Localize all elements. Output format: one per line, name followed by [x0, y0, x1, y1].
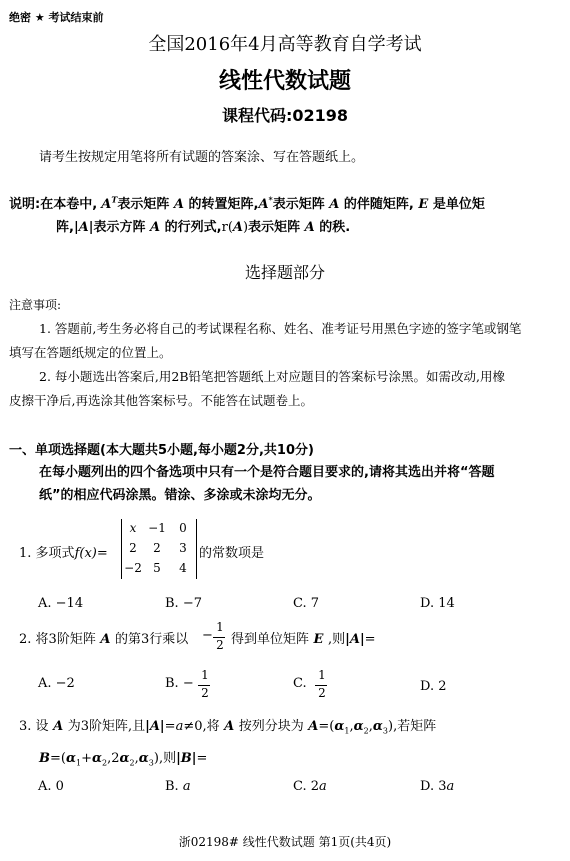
matrix-cell: 5 [153, 561, 161, 575]
q2-b-num: 1 [201, 668, 209, 682]
page-footer: 浙02198# 线性代数试题 第1页(共4页) [178, 835, 392, 849]
matrix-cell: −2 [124, 561, 142, 575]
q2-option-b[interactable]: B. − [165, 676, 194, 691]
instruction-text: 请考生按规定用笔将所有试题的答案涂、写在答题纸上。 [39, 150, 365, 165]
part1-desc-line2: 纸”的相应代码涂黑。错涂、多涂或未涂均无分。 [39, 488, 321, 503]
q2-c-num: 1 [318, 668, 326, 682]
q1-option-b[interactable]: B. −7 [165, 596, 202, 611]
subject-title: 线性代数试题 [218, 69, 351, 94]
q3-line2: $B=(\alpha_1+\alpha_2,2\alpha_2,\alpha_3)$,则|B|= [39, 751, 208, 768]
q1-func: f(x) [74, 546, 97, 561]
q2-c-den: 2 [318, 686, 326, 700]
q2-option-c[interactable]: C. [293, 676, 307, 691]
q2-minus: − [202, 628, 213, 643]
matrix-cell: −1 [148, 521, 166, 535]
exam-title: 全国2016年4月高等教育自学考试 [148, 34, 422, 55]
secret-label: 绝密 ★ 考试结束前 [9, 11, 104, 24]
note-line-1: 说明:在本卷中, $A^T$表示矩阵 A 的转置矩阵,A*表示矩阵 A 的伴随矩阵, E 是单位矩 [9, 194, 485, 212]
note-line-2: 阵,|A|表示方阵 A 的行列式,r(A)表示矩阵 A 的秩. [56, 220, 351, 235]
matrix-cell: 2 [129, 541, 137, 555]
q3-stem: 3. 设 A 为3阶矩阵,且|A|=a≠0,将 A 按列分块为 $A=(\alpha_1,\alpha_2,\alpha_3)$,若矩阵 [19, 719, 437, 736]
q3-option-c[interactable]: C. 2a [293, 779, 327, 794]
q1-suffix: 的常数项是 [199, 546, 265, 561]
q1-stem: 1. 多项式f(x)= [19, 546, 108, 561]
notice-item1-line2: 填写在答题纸规定的位置上。 [9, 345, 172, 360]
part1-heading: 一、单项选择题(本大题共5小题,每小题2分,共10分) [9, 443, 314, 458]
q2-stem-rest: 得到单位矩阵 E ,则|A|= [231, 632, 376, 647]
q3-option-b[interactable]: B. a [165, 779, 191, 794]
matrix-cell: 2 [153, 541, 161, 555]
q2-option-d[interactable]: D. 2 [420, 679, 447, 694]
section-title: 选择题部分 [244, 263, 325, 282]
notice-item2-line1: 2. 每小题选出答案后,用2B铅笔把答题纸上对应题目的答案标号涂黑。如需改动,用橡 [39, 369, 505, 384]
notice-item2-line2: 皮擦干净后,再选涂其他答案标号。不能答在试题卷上。 [9, 393, 313, 408]
q2-stem: 2. 将3阶矩阵 A 的第3行乘以 [19, 632, 189, 647]
matrix-cell: 4 [179, 561, 187, 575]
note-label: 说明: [9, 197, 41, 212]
notice-item1-line1: 1. 答题前,考生务必将自己的考试课程名称、姓名、准考证号用黑色字迹的签字笔或钢笔 [39, 321, 522, 336]
notice-title: 注意事项: [9, 298, 62, 312]
matrix-cell: 0 [179, 521, 187, 535]
q3-option-d[interactable]: D. 3a [420, 779, 455, 794]
math-A: $A^T$ [101, 194, 118, 212]
matrix-cell: 3 [179, 541, 187, 555]
q1-determinant [121, 519, 197, 579]
q2-option-a[interactable]: A. −2 [38, 676, 75, 691]
q1-option-a[interactable]: A. −14 [38, 596, 84, 611]
q2-frac-num: 1 [216, 620, 224, 634]
course-code: 课程代码:02198 [221, 106, 349, 125]
q2-b-den: 2 [201, 686, 209, 700]
part1-desc-line1: 在每小题列出的四个备选项中只有一个是符合题目要求的,请将其选出并将“答题 [39, 465, 495, 480]
q2-frac-den: 2 [216, 638, 224, 652]
q1-option-c[interactable]: C. 7 [293, 596, 320, 611]
q1-option-d[interactable]: D. 14 [420, 596, 455, 611]
q3-option-a[interactable]: A. 0 [38, 779, 64, 794]
matrix-cell: x [129, 521, 137, 535]
